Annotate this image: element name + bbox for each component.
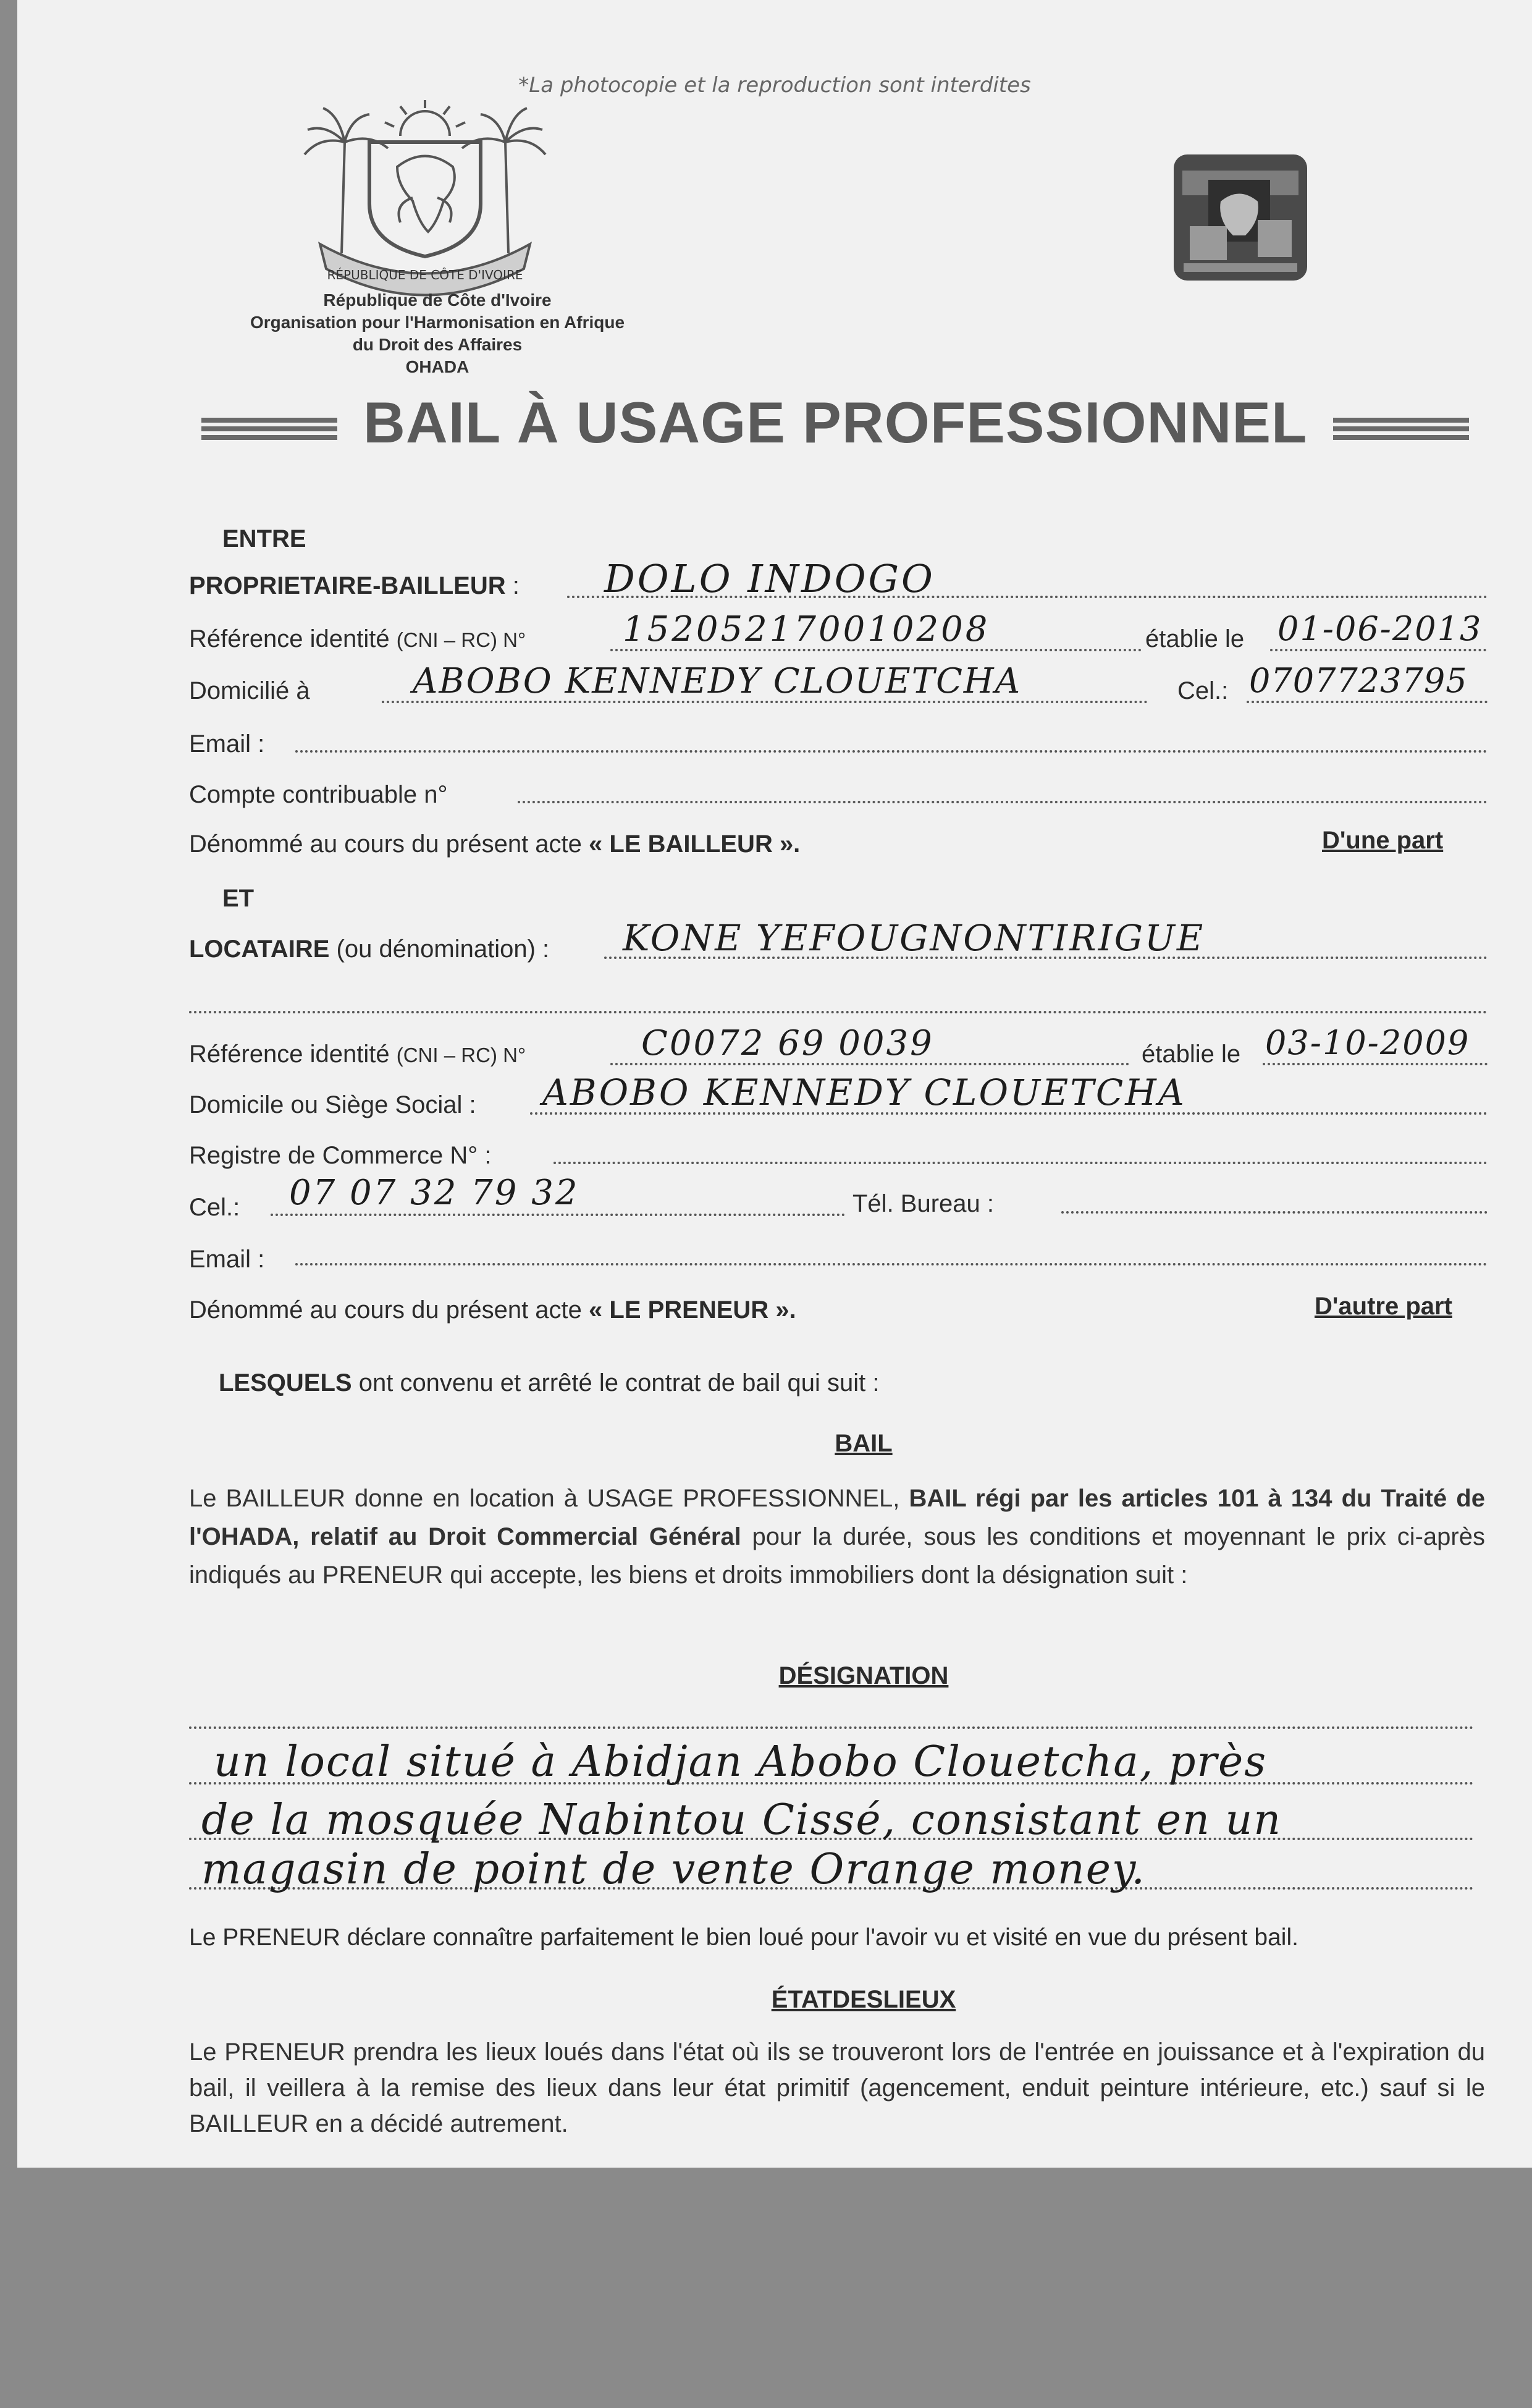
tenant-label-sub: (ou dénomination) : (336, 936, 550, 963)
owner-ref-handwritten: 152052170010208 (623, 609, 990, 649)
issuer-line-4: OHADA (405, 357, 469, 376)
bail-heading: BAIL (835, 1430, 893, 1457)
tenant-siege-handwritten: ABOBO KENNEDY CLOUETCHA (542, 1071, 1186, 1113)
lesquels-rest: ont convenu et arrêté le contrat de bail qui suit : (358, 1369, 880, 1396)
owner-name-handwritten: DOLO INDOGO (604, 556, 935, 601)
tenant-label: LOCATAIRE (189, 936, 330, 963)
owner-cel-handwritten: 0707723795 (1249, 661, 1468, 700)
tenant-cel-handwritten: 07 07 32 79 32 (289, 1173, 579, 1213)
designation-line-0 (189, 1726, 1474, 1729)
tenant-part-label: D'autre part (1315, 1293, 1452, 1320)
tenant-denomme-prefix: Dénommé au cours du présent acte (189, 1296, 582, 1324)
tenant-tel-label: Tél. Bureau : (852, 1190, 995, 1217)
fiscal-stamp-image (1171, 152, 1310, 283)
tenant-cel-label: Cel.: (189, 1194, 240, 1221)
owner-domicile-label: Domicilié à (189, 677, 310, 704)
owner-contrib-line (518, 801, 1488, 803)
issuing-authority (203, 289, 672, 378)
tenant-cel-line (271, 1214, 845, 1216)
bail-p3: pour la durée, sous les conditions et moyennant le prix ci-après indiqués au PRENEUR qui accepte, les biens et droits immobiliers dont la désignation suit : (189, 1523, 1485, 1589)
copy-notice: *La photocopie et la reproduction sont interdites (518, 73, 1031, 98)
tenant-tel-line (1061, 1211, 1488, 1214)
owner-cel-line (1247, 701, 1488, 703)
tenant-label-row (189, 934, 549, 964)
entre-label: ENTRE (222, 525, 306, 552)
designation-heading: DÉSIGNATION (778, 1662, 949, 1689)
designation-handwritten-3: magasin de point de vente Orange money. (201, 1845, 1146, 1894)
tenant-ref-row (189, 1039, 526, 1070)
designation-handwritten-1: un local situé à Abidjan Abobo Clouetcha, près (214, 1738, 1268, 1786)
owner-contrib-label: Compte contribuable n° (189, 781, 448, 808)
owner-domicile-handwritten: ABOBO KENNEDY CLOUETCHA (413, 661, 1022, 701)
tenant-extra-line (189, 1011, 1488, 1013)
designation-note: Le PRENEUR déclare connaître parfaitement le bien loué pour l'avoir vu et visité en vue du présent bail. (189, 1924, 1298, 1951)
tenant-registre-label: Registre de Commerce N° : (189, 1142, 492, 1169)
tenant-denomme-role: « LE PRENEUR ». (589, 1296, 796, 1324)
etat-heading: ÉTATDESLIEUX (771, 1986, 956, 2013)
owner-ref-row (189, 624, 526, 655)
owner-ref-sub: (CNI – RC) N° (396, 628, 526, 651)
issuer-line-3: du Droit des Affaires (352, 335, 523, 354)
bail-p2: BAIL régi par les articles 101 à 134 du Traité de l'OHADA, relatif au Droit Commercial Général (189, 1485, 1485, 1550)
etat-paragraph: Le PRENEUR prendra les lieux loués dans l'état où ils se trouveront lors de l'entrée en jouissance et à l'expiration du bail, il veillera à la remise des lieux dans leur état primitif (agencement, enduit peinture intérieure, etc.) sauf si le BAILLEUR en a décidé autrement. (189, 2038, 1485, 2137)
tenant-ref-sub: (CNI – RC) N° (396, 1044, 526, 1067)
owner-denomme-prefix: Dénommé au cours du présent acte (189, 830, 582, 858)
owner-cel-label: Cel.: (1177, 677, 1229, 704)
tenant-email-line (295, 1263, 1488, 1265)
owner-label-row: PROPRIETAIRE-BAILLEUR : (189, 572, 520, 599)
tenant-registre-line (553, 1162, 1488, 1164)
owner-email-row: Email : (189, 730, 265, 758)
tenant-siege-label: Domicile ou Siège Social : (189, 1091, 476, 1118)
owner-ref-label: Référence identité (189, 625, 390, 653)
tenant-denomme-row (189, 1295, 796, 1325)
tenant-ref-handwritten: C0072 69 0039 (641, 1023, 934, 1063)
title-bar-right (1333, 418, 1469, 436)
bail-p1: Le BAILLEUR donne en location à USAGE PROFESSIONNEL, (189, 1485, 900, 1512)
owner-email-label: Email (189, 730, 251, 758)
owner-part-label: D'une part (1322, 827, 1444, 854)
tenant-email-row: Email : (189, 1246, 265, 1273)
tenant-etablie-label: établie le (1142, 1041, 1241, 1068)
document-title: BAIL À USAGE PROFESSIONNEL (363, 390, 1308, 455)
tenant-name-handwritten: KONE YEFOUGNONTIRIGUE (623, 917, 1205, 959)
issuer-line-1: République de Côte d'Ivoire (323, 290, 552, 310)
owner-label: PROPRIETAIRE-BAILLEUR (189, 572, 506, 599)
tenant-ref-label: Référence identité (189, 1041, 390, 1068)
owner-etablie-label: établie le (1145, 625, 1245, 653)
lesquels-line (219, 1368, 879, 1398)
tenant-etablie-line (1263, 1063, 1488, 1065)
et-label: ET (222, 885, 255, 912)
owner-denomme-row (189, 829, 800, 859)
designation-handwritten-2: de la mosquée Nabintou Cissé, consistant en un (201, 1796, 1282, 1844)
owner-denomme-role: « LE BAILLEUR ». (589, 830, 801, 858)
coat-of-arms-seal (295, 99, 555, 297)
document-page (17, 0, 1532, 2168)
tenant-email-label: Email (189, 1246, 251, 1273)
owner-date-handwritten: 01-06-2013 (1277, 609, 1483, 648)
lesquels-bold: LESQUELS (219, 1369, 352, 1396)
tenant-date-handwritten: 03-10-2009 (1265, 1023, 1470, 1062)
owner-etablie-line (1270, 649, 1486, 651)
bail-paragraph (189, 1479, 1485, 1594)
seal-ribbon-text: RÉPUBLIQUE DE CÔTE D'IVOIRE (327, 268, 523, 282)
issuer-line-2: Organisation pour l'Harmonisation en Afrique (250, 313, 625, 332)
title-bar-left (201, 418, 337, 436)
owner-email-line (295, 750, 1488, 753)
